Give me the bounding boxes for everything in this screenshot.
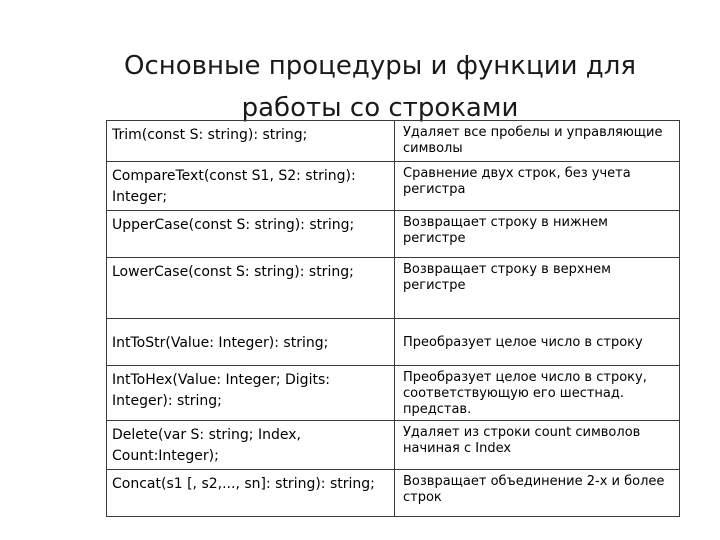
function-description: Преобразует целое число в строку, соответствующую его шестнад. представ. (395, 366, 680, 421)
table-row (107, 366, 680, 421)
table-row (107, 211, 680, 258)
table-row (107, 162, 680, 211)
slide-title-line-2: работы со строками (241, 93, 519, 124)
slide-title-line-1: Основные процедуры и функции для (123, 51, 636, 82)
function-description: Сравнение двух строк, без учета регистра (395, 162, 680, 211)
table-row (107, 319, 680, 366)
function-signature: CompareText(const S1, S2: string): Integer; (107, 162, 395, 211)
function-signature: Trim(const S: string): string; (107, 121, 395, 162)
function-signature: LowerCase(const S: string): string; (107, 258, 395, 319)
function-description: Преобразует целое число в строку (395, 319, 680, 366)
functions-table (106, 120, 680, 517)
function-signature: IntToStr(Value: Integer): string; (107, 319, 395, 366)
function-signature: Concat(s1 [, s2,..., sn]: string): string; (107, 470, 395, 517)
function-description: Возвращает объединение 2-х и более строк (395, 470, 680, 517)
function-signature: IntToHex(Value: Integer; Digits: Integer): string; (107, 366, 395, 421)
function-description: Возвращает строку в верхнем регистре (395, 258, 680, 319)
table-row (107, 121, 680, 162)
function-description: Удаляет из строки count символов начиная с Index (395, 421, 680, 470)
function-signature: UpperCase(const S: string): string; (107, 211, 395, 258)
table-row (107, 470, 680, 517)
function-description: Возвращает строку в нижнем регистре (395, 211, 680, 258)
slide-title (100, 45, 660, 129)
function-signature: Delete(var S: string; Index, Count:Integer); (107, 421, 395, 470)
function-description: Удаляет все пробелы и управляющие символы (395, 121, 680, 162)
table-row (107, 258, 680, 319)
table-row (107, 421, 680, 470)
